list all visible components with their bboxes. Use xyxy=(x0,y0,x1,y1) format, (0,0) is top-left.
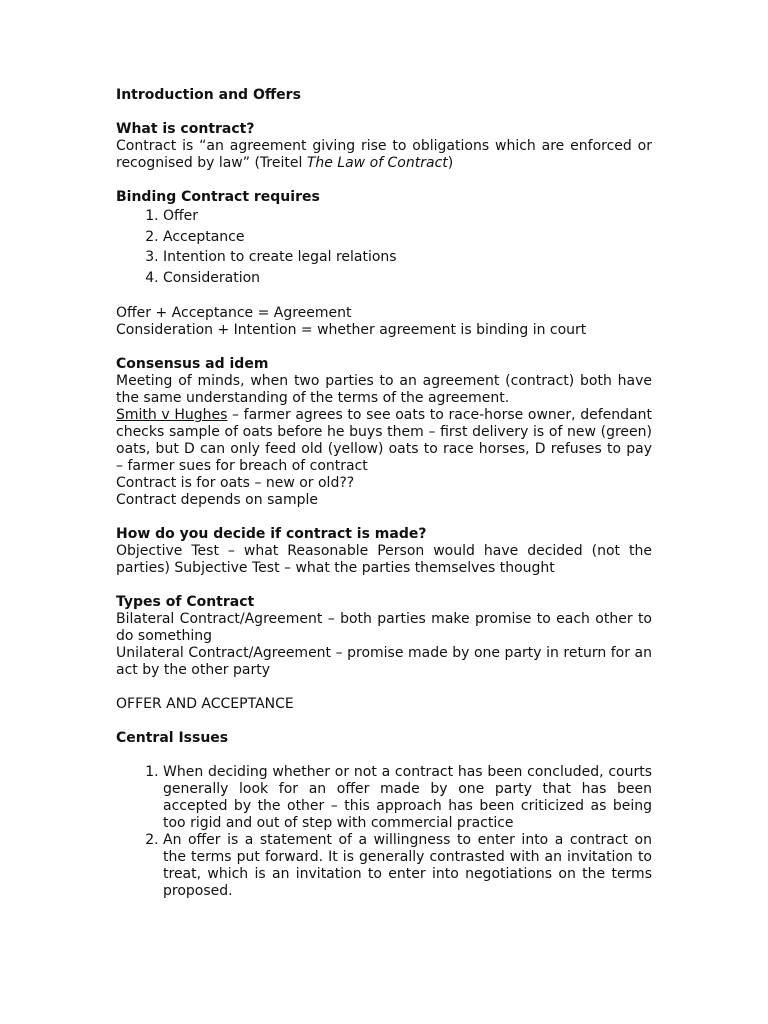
list-item: 1. When deciding whether or not a contract has been concluded, courts generally look for an offer made by one party that has been accepted by the other – this approach has been criticized as being too rigid and out of step with commercial practice xyxy=(163,764,652,832)
central-issues-list xyxy=(116,764,652,900)
consensus-text: Meeting of minds, when two parties to an agreement (contract) both have the same understanding of the terms of the agreement. xyxy=(116,373,652,406)
case-name: Smith v Hughes xyxy=(116,407,228,423)
bilateral-text: Bilateral Contract/Agreement – both parties make promise to each other to do something xyxy=(116,611,652,644)
contract-definition xyxy=(116,138,652,172)
case-paragraph xyxy=(116,407,652,475)
consensus-line: Contract depends on sample xyxy=(116,492,318,508)
section-heading-types: Types of Contract xyxy=(116,594,255,610)
section-heading-central: Central Issues xyxy=(116,730,229,746)
section-title-offer-acceptance: OFFER AND ACCEPTANCE xyxy=(116,696,294,712)
list-item: 2. An offer is a statement of a willingness to enter into a contract on the terms put forward. It is generally contrasted with an invitation to treat, which is an invitation to enter into negotiations on the terms proposed. xyxy=(163,832,652,900)
section-heading-decide: How do you decide if contract is made? xyxy=(116,526,427,542)
section-heading-what-is-contract: What is contract? xyxy=(116,121,255,137)
equation-line: Offer + Acceptance = Agreement xyxy=(116,305,352,321)
consensus-line: Contract is for oats – new or old?? xyxy=(116,475,355,491)
equation-line: Consideration + Intention = whether agreement is binding in court xyxy=(116,322,587,338)
section-heading-consensus: Consensus ad idem xyxy=(116,356,269,372)
list-item: 1. Offer xyxy=(163,206,652,227)
definition-close: ) xyxy=(447,155,454,171)
binding-list xyxy=(116,206,652,288)
document-page xyxy=(116,87,652,900)
definition-text: Contract is “an agreement giving rise to obligations which are enforced or recognised by law” (Treitel xyxy=(116,138,652,171)
case-text: – farmer agrees to see oats to race-horse owner, defendant checks sample of oats before he buys them – first delivery is of new (green) oats, but D can only feed old (yellow) oats to race horses, D refuses to pay – farmer sues for breach of contract xyxy=(116,407,652,474)
unilateral-text: Unilateral Contract/Agreement – promise made by one party in return for an act by the other party xyxy=(116,645,652,678)
section-heading-binding: Binding Contract requires xyxy=(116,189,320,205)
list-item: 3. Intention to create legal relations xyxy=(163,247,652,268)
document-title: Introduction and Offers xyxy=(116,87,301,103)
list-item: 2. Acceptance xyxy=(163,227,652,248)
list-item: 4. Consideration xyxy=(163,268,652,289)
book-title: The Law of Contract xyxy=(306,155,448,171)
decide-text: Objective Test – what Reasonable Person would have decided (not the parties) Subjective Test – what the parties themselves thought xyxy=(116,543,652,576)
